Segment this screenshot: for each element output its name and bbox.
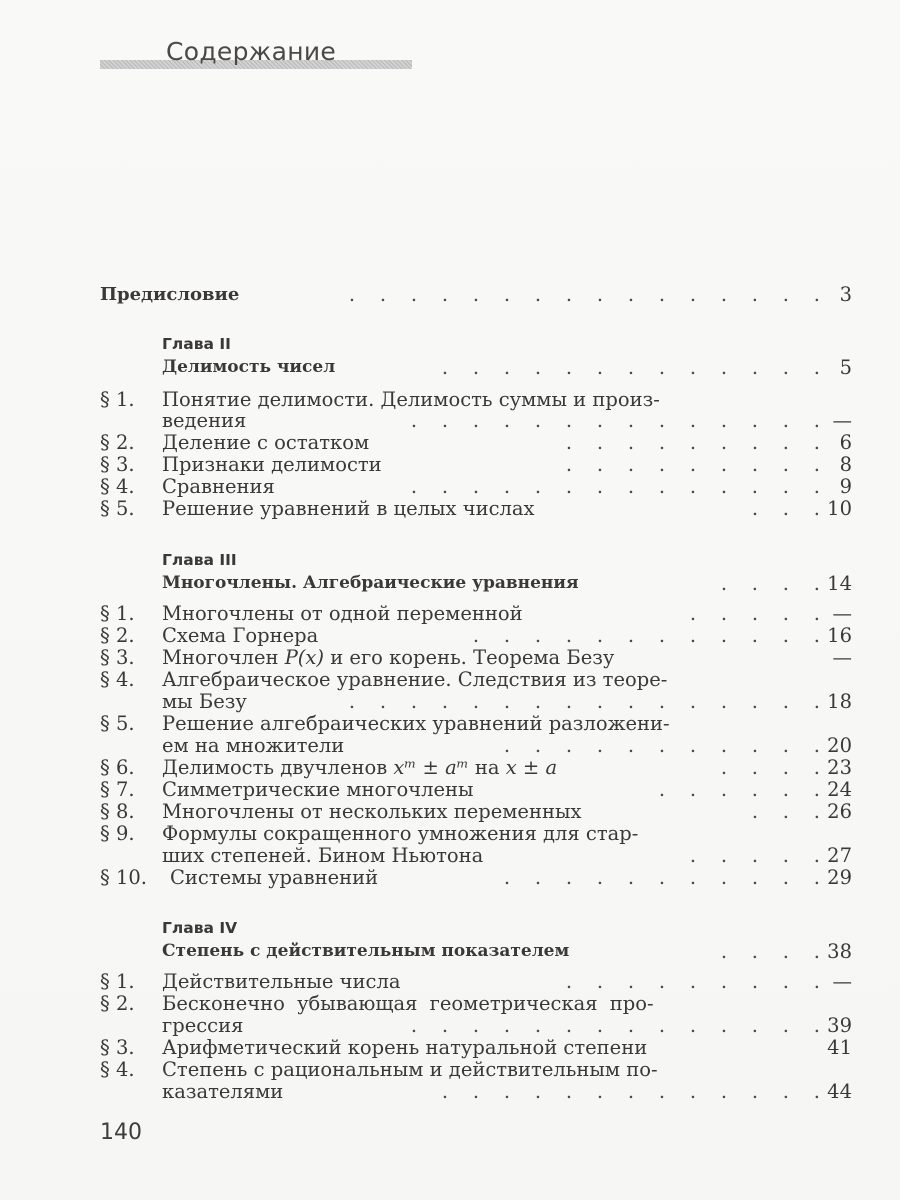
toc-entry-section[interactable] [100, 497, 852, 520]
toc-entry-section-continued[interactable] [100, 734, 852, 757]
toc-entry-preface[interactable] [100, 283, 852, 306]
section-title: Действительные числа [162, 970, 401, 993]
section-title: Степень с рациональным и действительным по- [162, 1058, 658, 1081]
leader-dots: . . . [751, 497, 820, 520]
toc-entry-section[interactable] [100, 1036, 852, 1059]
section-title-continued: казателями [162, 1080, 284, 1103]
section-title: Схема Горнера [162, 624, 319, 647]
section-number: § 3. [100, 453, 135, 476]
toc-entry-section-continued[interactable] [100, 690, 852, 713]
section-title: Бесконечно убывающая геометрическая про- [162, 992, 654, 1015]
toc-entry-section[interactable] [100, 778, 852, 801]
toc-entry-chapter-2[interactable] [100, 356, 852, 379]
page-ref: 44 [827, 1080, 852, 1103]
page-ref: 6 [839, 431, 852, 454]
section-title: Понятие делимости. Делимость суммы и произ- [162, 388, 660, 411]
section-title: Решение уравнений в целых числах [162, 497, 535, 520]
page-title: Содержание [166, 37, 337, 66]
page-ref: 27 [827, 844, 852, 867]
leader-dots: . . . . . . . . . . . . . [441, 1080, 820, 1103]
toc-entry-section-continued[interactable] [100, 409, 852, 432]
section-title-continued: мы Безу [162, 690, 247, 713]
section-title: Арифметический корень натуральной степени [162, 1036, 648, 1059]
page-ref: — [832, 602, 852, 625]
section-title: Деление с остатком [162, 431, 370, 454]
section-number: § 10. [100, 866, 147, 889]
page-ref: 39 [827, 1014, 852, 1037]
section-title: Многочлены от одной переменной [162, 602, 523, 625]
chapter-label: Глава II [162, 335, 231, 353]
toc-entry-chapter-3[interactable] [100, 572, 852, 595]
toc-entry-section[interactable] [100, 866, 852, 889]
toc-entry-section[interactable] [100, 475, 852, 498]
section-title: Системы уравнений [170, 866, 379, 889]
toc-entry-section[interactable] [100, 624, 852, 647]
toc-entry-section[interactable] [100, 668, 852, 691]
section-number: § 4. [100, 475, 135, 498]
section-title-continued: ем на множители [162, 734, 345, 757]
section-title: Алгебраическое уравнение. Следствия из теоре- [162, 668, 668, 691]
section-title: Делимость двучленов xᵐ ± aᵐ на x ± a [162, 756, 558, 779]
page-ref: 14 [827, 572, 852, 595]
toc-entry-section[interactable] [100, 756, 852, 779]
toc-entry-section-continued[interactable] [100, 1080, 852, 1103]
page-ref: 9 [839, 475, 852, 498]
toc-entry-section[interactable] [100, 1058, 852, 1081]
chapter-title: Делимость чисел [162, 357, 336, 377]
section-number: § 7. [100, 778, 135, 801]
entry-title: Предисловие [100, 284, 240, 305]
section-number: § 8. [100, 800, 135, 823]
section-number: § 6. [100, 756, 135, 779]
chapter-title: Многочлены. Алгебраические уравнения [162, 573, 579, 593]
section-title: Сравнения [162, 475, 275, 498]
page-ref: 5 [839, 356, 852, 379]
toc-entry-chapter-4[interactable] [100, 940, 852, 963]
toc-entry-section[interactable] [100, 602, 852, 625]
toc-entry-section[interactable] [100, 970, 852, 993]
math-expression: x ± a [505, 756, 558, 779]
leader-dots: . . . . . . . . . . . [503, 866, 820, 889]
page-ref: 29 [827, 866, 852, 889]
page-number: 140 [100, 1120, 142, 1145]
leader-dots: . . . . . . [658, 778, 820, 801]
section-number: § 4. [100, 1058, 135, 1081]
toc-entry-section[interactable] [100, 453, 852, 476]
leader-dots: . . . [751, 800, 820, 823]
contents-heading [100, 38, 412, 72]
section-title: Признаки делимости [162, 453, 382, 476]
page-ref: 20 [827, 734, 852, 757]
leader-dots: . . . . . . . . . . . [503, 734, 820, 757]
section-number: § 9. [100, 822, 135, 845]
page-ref: — [832, 646, 852, 669]
toc-entry-section[interactable] [100, 822, 852, 845]
section-number: § 2. [100, 624, 135, 647]
section-title: Симметрические многочлены [162, 778, 474, 801]
section-number: § 2. [100, 992, 135, 1015]
leader-dots: . . . . . . . . . [565, 453, 820, 476]
page-ref: 18 [827, 690, 852, 713]
leader-dots: . . . . . . . . . . . . . . [410, 409, 820, 432]
leader-dots: . . . . . . . . . . . . . . [410, 475, 820, 498]
section-number: § 1. [100, 388, 135, 411]
chapter-label: Глава III [162, 551, 237, 569]
toc-entry-section-continued[interactable] [100, 844, 852, 867]
toc-entry-section[interactable] [100, 992, 852, 1015]
leader-dots: . . . . . [689, 844, 820, 867]
math-expression: xᵐ ± aᵐ [393, 756, 469, 779]
page-ref: 16 [827, 624, 852, 647]
section-title-continued: ших степеней. Бином Ньютона [162, 844, 484, 867]
leader-dots: . . . . . [689, 602, 820, 625]
page-ref: 26 [827, 800, 852, 823]
toc-entry-section[interactable] [100, 388, 852, 411]
section-number: § 1. [100, 970, 135, 993]
page-ref: 23 [827, 756, 852, 779]
leader-dots: . . . . . . . . . [565, 970, 820, 993]
section-title: Формулы сокращенного умножения для стар- [162, 822, 639, 845]
leader-dots: . . . . [720, 756, 820, 779]
section-title: Многочлен P(x) и его корень. Теорема Безу [162, 646, 615, 669]
section-title: Решение алгебраических уравнений разложени- [162, 712, 670, 735]
toc-entry-section[interactable] [100, 431, 852, 454]
page-ref: 10 [827, 497, 852, 520]
page-ref: 8 [839, 453, 852, 476]
page-ref: 24 [827, 778, 852, 801]
leader-dots: . . . . . . . . . . . . [472, 624, 820, 647]
page-ref: 41 [827, 1036, 852, 1059]
chapter-label: Глава IV [162, 919, 238, 937]
toc-entry-section[interactable] [100, 800, 852, 823]
section-number: § 3. [100, 646, 135, 669]
math-expression: P(x) [284, 646, 325, 669]
section-title-continued: ведения [162, 409, 247, 432]
section-number: § 5. [100, 712, 135, 735]
leader-dots: . . . . . . . . . . . . . . . . [348, 283, 820, 306]
toc-entry-section-continued[interactable] [100, 1014, 852, 1037]
section-number: § 4. [100, 668, 135, 691]
page-ref: 38 [827, 940, 852, 963]
page-ref: — [832, 970, 852, 993]
section-number: § 2. [100, 431, 135, 454]
toc-entry-section[interactable] [100, 646, 852, 669]
toc-entry-section[interactable] [100, 712, 852, 735]
section-title: Многочлены от нескольких переменных [162, 800, 582, 823]
section-title-continued: грессия [162, 1014, 244, 1037]
section-number: § 5. [100, 497, 135, 520]
chapter-title: Степень с действительным показателем [162, 941, 570, 961]
section-number: § 1. [100, 602, 135, 625]
leader-dots: . . . . . . . . . [565, 431, 820, 454]
page-ref: 3 [839, 283, 852, 306]
page-ref: — [832, 409, 852, 432]
leader-dots: . . . . . . . . . . . . . [441, 356, 820, 379]
leader-dots: . . . . [720, 940, 820, 963]
leader-dots: . . . . . . . . . . . . . . . . [348, 690, 820, 713]
leader-dots: . . . . [720, 572, 820, 595]
leader-dots: . . . . . . . . . . . . . . [410, 1014, 820, 1037]
section-number: § 3. [100, 1036, 135, 1059]
